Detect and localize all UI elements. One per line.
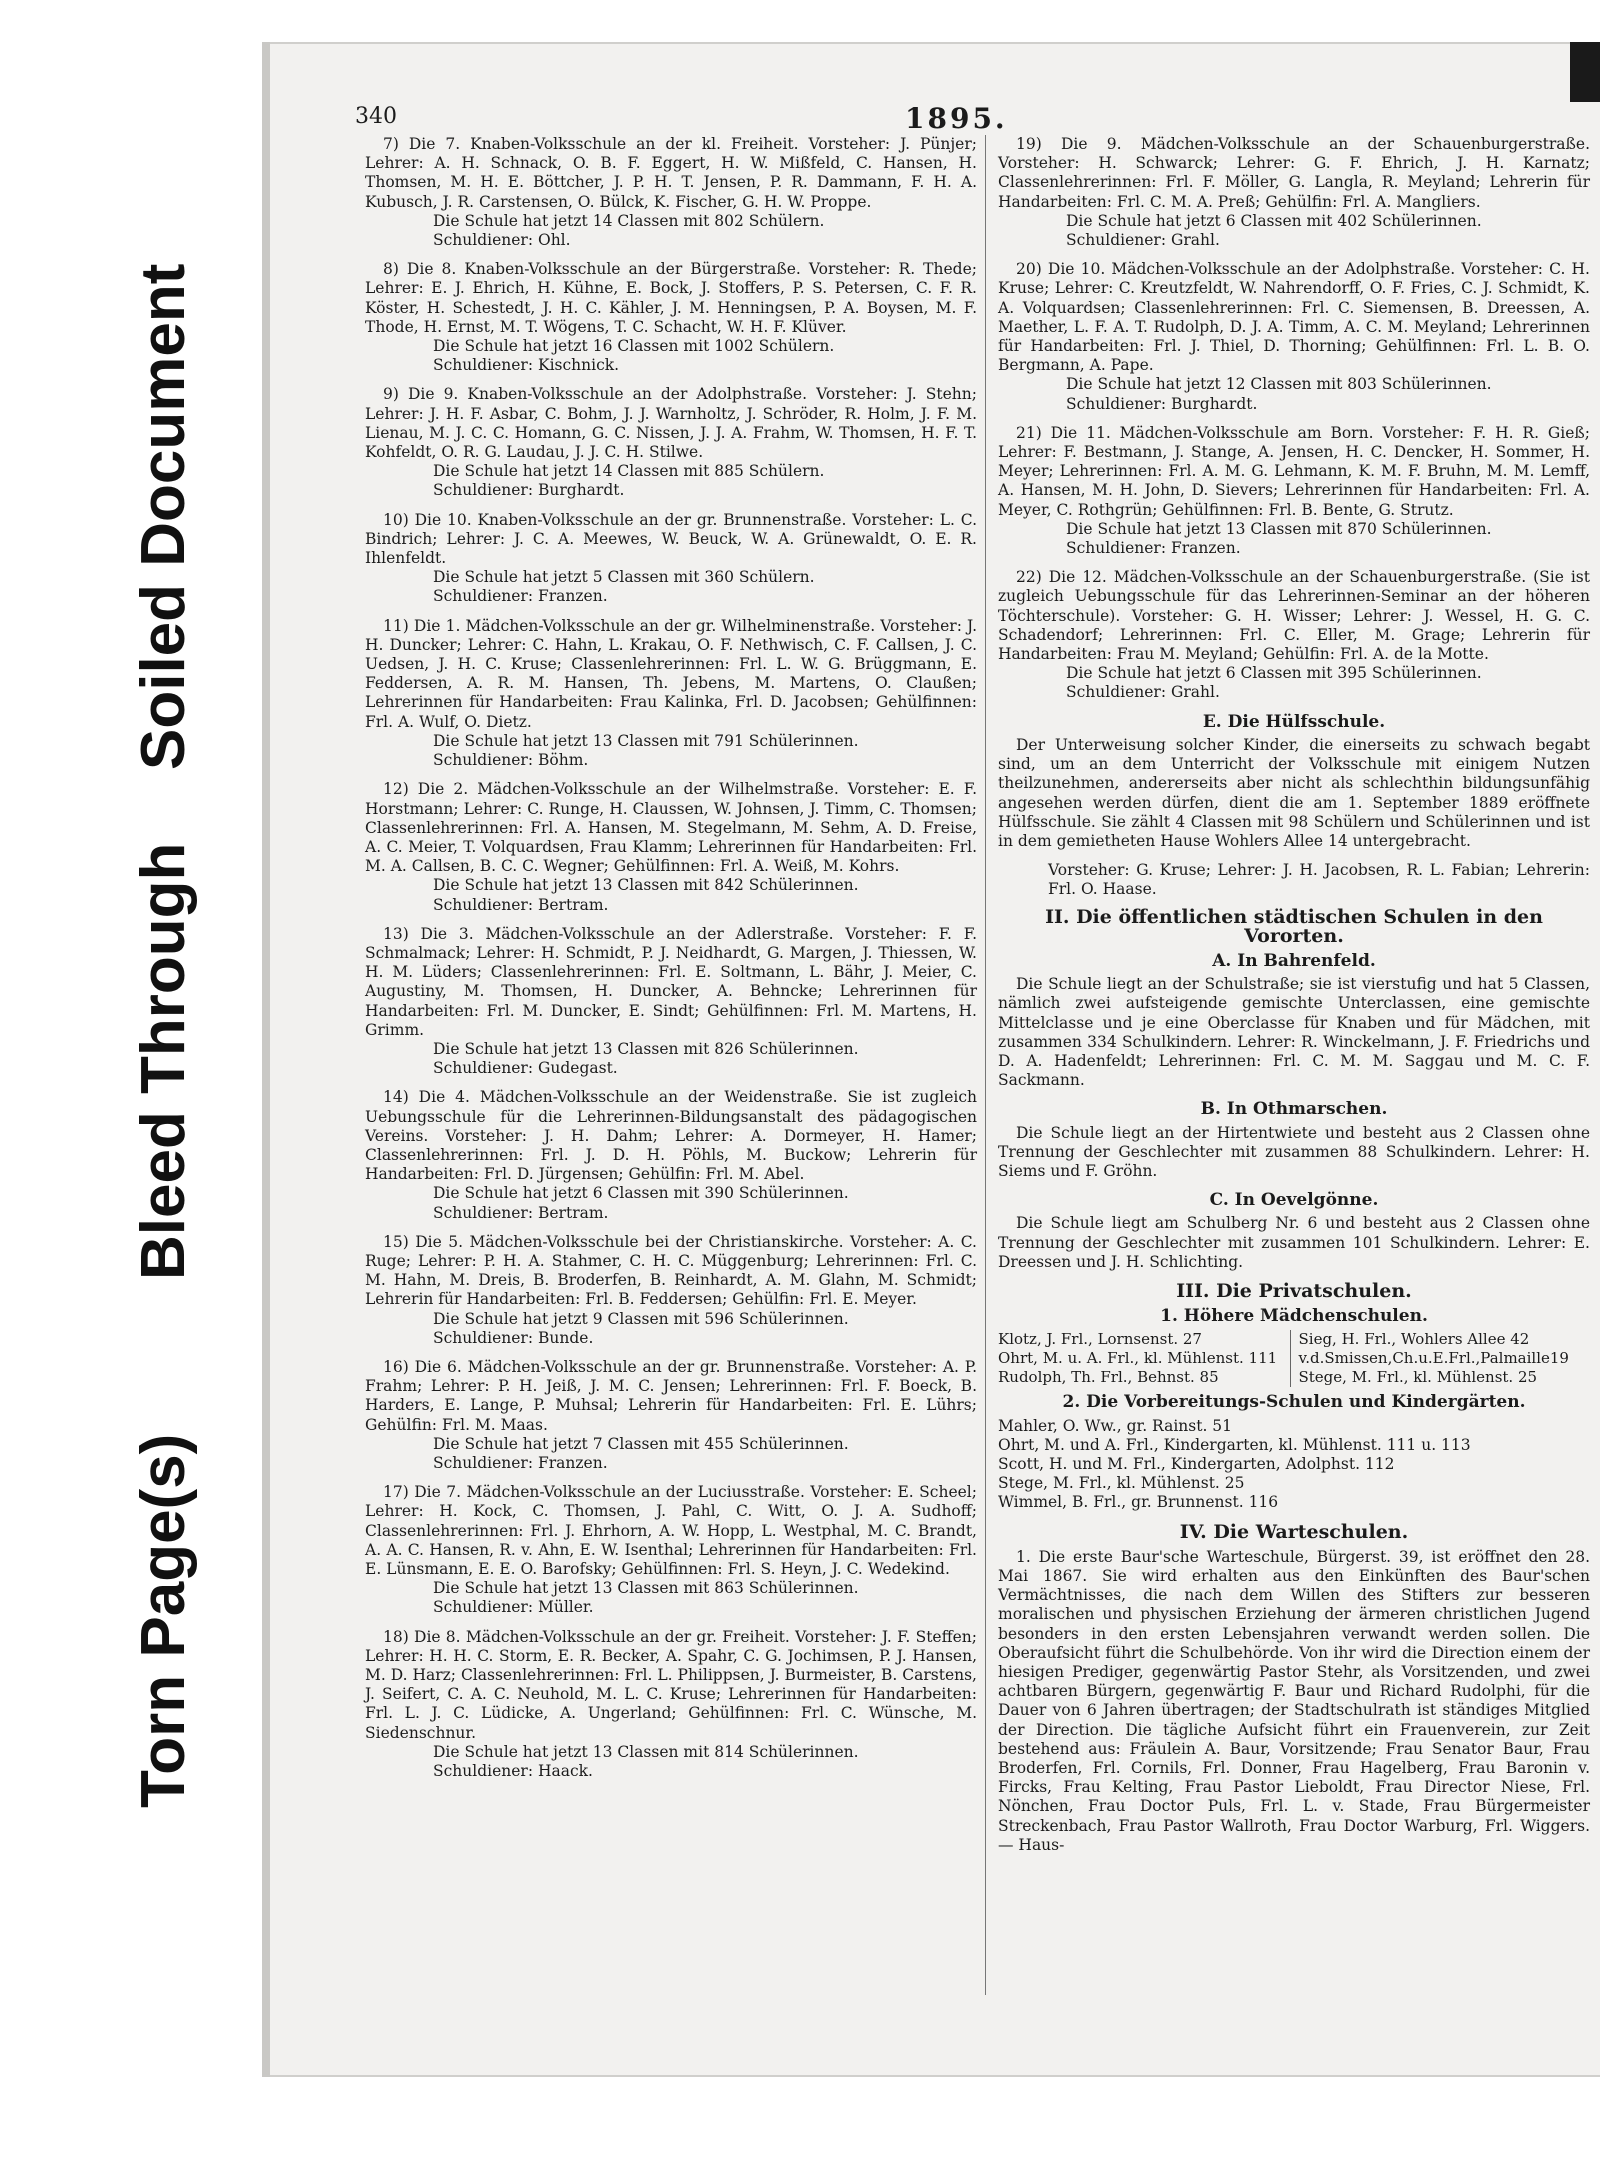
school-entry (365, 617, 977, 771)
bahrenfeld-heading: A. In Bahrenfeld. (1212, 950, 1376, 971)
right-column (998, 135, 1590, 1865)
entry-text: 20) Die 10. Mädchen-Volksschule an der Adolphstraße. Vorsteher: C. H. Kruse; Lehrer: C. Kreutzfeldt, W. Nahrendorff, O. F. Fries, C. J. Schmidt, K. A. Volquardsen; Classenlehrerinnen: Frl. C. Siemensen, B. Dreessen, A. Maether, L. F. A. T. Rudolph, D. J. A. Timm, A. C. M. Meyland; Lehrerinnen für Handarbeiten: Frl. J. Thiel, D. Thorning; Gehülfinnen: Frl. L. B. O. Bergmann, A. Pape. (998, 260, 1590, 375)
entry-classes: Die Schule hat jetzt 6 Classen mit 390 Schülerinnen. (433, 1184, 849, 1203)
hilfsschule-heading: E. Die Hülfsschule. (1202, 711, 1386, 732)
school-entry (365, 1088, 977, 1222)
entry-text: 16) Die 6. Mädchen-Volksschule an der gr. Brunnenstraße. Vorsteher: A. P. Frahm; Lehrer: P. H. Jeiß, J. M. C. Jensen; Lehrerinnen: Frl. F. Boeck, B. Harders, E. Lange, P. Muhsal; Lehrerin für Handarbeiten: Frl. E. Lührs; Gehülfin: Frl. M. Maas. (365, 1357, 977, 1434)
entry-janitor: Schuldiener: Burghardt. (433, 481, 625, 500)
warteschulen-text: 1. Die erste Baur'sche Warteschule, Bürgerst. 39, ist eröffnet den 28. Mai 1867. Sie wird erhalten aus den Einkünften des Baur'schen Vermächtnisses, die nach dem Willen des Stifters zur besseren moralischen und physischen Erziehung der ärmeren christlichen Jugend besonders in den ersten Lebensjahren verwandt werden sollen. Die Oberaufsicht führt die Schulbehörde. Von ihr wird die Direction einem der hiesigen Prediger, gegenwärtig Pastor Stehr, als Vorsitzenden, und zwei achtbaren Bürgern, gegenwärtig F. Baur und Richard Rudolphi, für die Dauer von 6 Jahren übertragen; der Stadtschulrath ist ständiges Mitglied der Direction. Die tägliche Aufsicht führt ein Frauenverein, zur Zeit bestehend aus: Fräulein A. Baur, Vorsitzende; Frau Senator Baur, Frau Broderfen, Frl. Cornils, Frl. Donner, Frau Hagelberg, Frau Baronin v. Fircks, Frau Kelting, Frau Pastor Lieboldt, Frau Director Niese, Frl. Nönchen, Frau Doctor Puls, Frl. L. v. Stade, Frau Bürgermeister Streckenbach, Frau Pastor Wallroth, Frau Doctor Warburg, Frl. Wiggers. — Haus- (998, 1547, 1590, 1854)
entry-classes: Die Schule hat jetzt 6 Classen mit 402 Schülerinnen. (1066, 211, 1482, 230)
directory-entry: Klotz, J. Frl., Lornsenst. 27 (998, 1330, 1202, 1349)
entry-classes: Die Schule hat jetzt 13 Classen mit 826 Schülerinnen. (433, 1039, 859, 1058)
entry-classes: Die Schule hat jetzt 13 Classen mit 791 Schülerinnen. (433, 731, 859, 750)
entry-janitor: Schuldiener: Bertram. (433, 895, 609, 914)
entry-classes: Die Schule hat jetzt 14 Classen mit 802 Schülern. (433, 211, 825, 230)
entry-text: 10) Die 10. Knaben-Volksschule an der gr. Brunnenstraße. Vorsteher: L. C. Bindrich; Lehrer: J. C. A. Meewes, W. Beuck, W. A. Grünewaldt, O. E. R. Ihlenfeldt. (365, 510, 977, 568)
section-ii-heading: II. Die öffentlichen städtischen Schulen in den Vororten. (1045, 905, 1543, 947)
school-directory (998, 1330, 1590, 1387)
school-entry (365, 260, 977, 375)
entry-text: 15) Die 5. Mädchen-Volksschule bei der Christianskirche. Vorsteher: A. C. Ruge; Lehrer: P. H. A. Stahmer, C. H. C. Müggenburg; Lehrerinnen: Frl. C. M. Hahn, M. Dreis, B. Broderfen, B. Reinhardt, A. M. Glahn, M. Schmidt; Lehrerin für Handarbeiten: Frl. B. Feddersen; Gehülfin: Frl. E. Meyer. (365, 1232, 977, 1309)
oevelgoenne-heading: C. In Oevelgönne. (1209, 1190, 1379, 1211)
page-edge (262, 42, 270, 2077)
entry-janitor: Schuldiener: Gudegast. (433, 1059, 618, 1078)
entry-janitor: Schuldiener: Ohl. (433, 231, 571, 250)
entry-janitor: Schuldiener: Franzen. (433, 587, 608, 606)
bahrenfeld-text: Die Schule liegt an der Schulstraße; sie ist vierstufig und hat 5 Classen, nämlich zwei aufsteigende gemischte Unterclassen, eine gemischte Mittelclasse und je eine Oberclasse für Knaben und für Mädchen, mit zusammen 334 Schulkindern. Lehrer: R. Winckelmann, J. F. Friedrichs und D. A. Hadenfeldt; Lehrerinnen: Frl. C. M. M. Saggau und M. C. F. Sackmann. (998, 975, 1590, 1090)
section-iii-heading: III. Die Privatschulen. (1176, 1279, 1412, 1302)
entry-classes: Die Schule hat jetzt 16 Classen mit 1002 Schülern. (433, 337, 835, 356)
soiled-document-label: Soiled Document (129, 263, 198, 770)
entry-classes: Die Schule hat jetzt 13 Classen mit 863 Schülerinnen. (433, 1579, 859, 1598)
entry-text: 13) Die 3. Mädchen-Volksschule an der Adlerstraße. Vorsteher: F. F. Schmalmack; Lehrer: H. Schmidt, P. J. Neidhardt, G. Margen, J. Thiessen, W. H. M. Lüders; Classenlehrerinnen: Frl. E. Soltmann, L. Bähr, J. Meier, C. Augustiny, M. Thomsen, H. Duncker, A. Behncke; Lehrerinnen für Handarbeiten: Frl. M. Duncker, E. Sindt; Gehülfinnen: Frl. M. Martens, H. Grimm. (365, 924, 977, 1039)
entry-text: 11) Die 1. Mädchen-Volksschule an der gr. Wilhelminenstraße. Vorsteher: J. H. Duncker; Lehrer: C. Hahn, L. Krakau, O. F. Nethwisch, C. F. Callsen, J. C. Uedsen, J. H. C. Kruse; Classenlehrerinnen: Frl. L. W. G. Brüggmann, E. Feddersen, A. R. M. Hansen, Th. Jebens, M. Martens, O. Claußen; Lehrerinnen für Handarbeiten: Frau Kalinka, Frl. D. Jacobsen; Gehülfinnen: Frl. A. Wulf, O. Dietz. (365, 616, 977, 731)
school-entry (998, 260, 1590, 414)
school-entry (365, 1233, 977, 1348)
entry-janitor: Schuldiener: Bunde. (433, 1328, 594, 1347)
entry-classes: Die Schule hat jetzt 13 Classen mit 814 Schülerinnen. (433, 1742, 859, 1761)
othmarschen-text: Die Schule liegt an der Hirtentwiete und besteht aus 2 Classen ohne Trennung der Geschlechter mit zusammen 88 Schulkindern. Lehrer: H. Siems und F. Gröhn. (998, 1123, 1590, 1180)
school-entry (365, 780, 977, 914)
school-entry (365, 925, 977, 1079)
directory-entry: Rudolph, Th. Frl., Behnst. 85 (998, 1368, 1219, 1387)
entry-janitor: Schuldiener: Franzen. (433, 1454, 608, 1472)
school-entry (365, 1358, 977, 1473)
school-entry (998, 135, 1590, 250)
directory-entry: Sieg, H. Frl., Wohlers Allee 42 (1298, 1330, 1530, 1349)
entry-janitor: Schuldiener: Müller. (433, 1598, 594, 1617)
entry-text: 14) Die 4. Mädchen-Volksschule an der Weidenstraße. Sie ist zugleich Uebungsschule für die Lehrerinnen-Bildungsanstalt des pädagogischen Vereins. Vorsteher: J. H. Dahm; Lehrer: A. Dormeyer, H. Hamer; Classenlehrerinnen: Frl. J. D. H. Pöhls, M. Buckow; Lehrerin für Handarbeiten: Frl. D. Jürgensen; Gehülfin: Frl. M. Abel. (365, 1088, 977, 1184)
entry-janitor: Schuldiener: Bertram. (433, 1203, 609, 1222)
entry-janitor: Schuldiener: Kischnick. (433, 356, 620, 375)
entry-janitor: Schuldiener: Grahl. (1066, 683, 1220, 702)
directory-entry: Scott, H. und M. Frl., Kindergarten, Adolphst. 112 (998, 1454, 1395, 1473)
entry-classes: Die Schule hat jetzt 12 Classen mit 803 Schülerinnen. (1066, 375, 1492, 394)
hoehere-maedchenschulen-heading: 1. Höhere Mädchenschulen. (1160, 1306, 1428, 1327)
entry-text: 19) Die 9. Mädchen-Volksschule an der Schauenburgerstraße. Vorsteher: H. Schwarck; Lehrer: G. F. Ehrich, J. H. Karnatz; Classenlehrerinnen: Frl. F. Möller, G. Langla, R. Meyland; Lehrerin für Handarbeiten: Frl. C. M. A. Preß; Gehülfin: Frl. A. Mangliers. (998, 135, 1590, 211)
school-entry (998, 568, 1590, 702)
entry-text: 18) Die 8. Mädchen-Volksschule an der gr. Freiheit. Vorsteher: J. F. Steffen; Lehrer: H. H. C. Storm, E. R. Becker, A. Spahr, C. G. Jochimsen, P. J. Hansen, M. D. Harz; Classenlehrerinnen: Frl. L. Philippsen, J. Burmeister, B. Carstens, J. Seifert, C. A. C. Neuhold, M. L. C. Kruse; Lehrerinnen für Handarbeiten: Frl. L. J. C. Lüdicke, A. Ungerland; Gehülfinnen: Frl. C. Wünsche, M. Siedenschnur. (365, 1627, 977, 1742)
entry-janitor: Schuldiener: Franzen. (1066, 539, 1241, 558)
scan-corner-mark (1570, 42, 1600, 102)
entry-classes: Die Schule hat jetzt 13 Classen mit 842 Schülerinnen. (433, 876, 859, 895)
directory-entry: v.d.Smissen,Ch.u.E.Frl.,Palmaille19 (1298, 1349, 1569, 1368)
left-column (365, 135, 977, 1791)
page-number: 340 (355, 104, 397, 129)
torn-pages-label: Torn Page(s) (129, 1433, 198, 1808)
school-entry (365, 1483, 977, 1617)
year-heading: 1895. (905, 102, 1008, 135)
directory-entry: Stege, M. Frl., kl. Mühlenst. 25 (1298, 1368, 1538, 1387)
entry-classes: Die Schule hat jetzt 9 Classen mit 596 Schülerinnen. (433, 1309, 849, 1328)
column-divider (985, 135, 986, 1995)
entry-janitor: Schuldiener: Burghardt. (1066, 394, 1258, 413)
directory-entry: Wimmel, B. Frl., gr. Brunnenst. 116 (998, 1493, 1279, 1512)
oevelgoenne-text: Die Schule liegt am Schulberg Nr. 6 und besteht aus 2 Classen ohne Trennung der Geschlechter mit zusammen 101 Schulkindern. Lehrer: E. Dreessen und J. H. Schlichting. (998, 1214, 1590, 1271)
directory-entry: Mahler, O. Ww., gr. Rainst. 51 (998, 1416, 1233, 1435)
directory-entry: Stege, M. Frl., kl. Mühlenst. 25 (998, 1474, 1245, 1493)
entry-text: 8) Die 8. Knaben-Volksschule an der Bürgerstraße. Vorsteher: R. Thede; Lehrer: E. J. Ehrich, H. Kühne, E. Bock, J. Stoffers, P. S. Petersen, C. F. R. Köster, H. Schestedt, J. H. C. Kähler, J. M. Henningsen, P. A. Boysen, M. F. Thode, H. Ernst, M. T. Wögens, T. C. Schacht, W. H. F. Klüver. (365, 260, 977, 336)
entry-text: 9) Die 9. Knaben-Volksschule an der Adolphstraße. Vorsteher: J. Stehn; Lehrer: J. H. F. Asbar, C. Bohm, J. J. Warnholtz, J. Schröder, R. Holm, J. F. M. Lienau, M. J. C. C. Homann, G. C. Nissen, J. J. A. Frahm, W. Thomsen, H. F. T. Kohfeldt, O. R. G. Laudau, J. J. C. H. Stilwe. (365, 385, 977, 462)
entry-classes: Die Schule hat jetzt 13 Classen mit 870 Schülerinnen. (1066, 519, 1492, 538)
hilfsschule-text: Der Unterweisung solcher Kinder, die einerseits zu schwach begabt sind, um an dem Unterricht der Volksschule mit einigem Nutzen theilzunehmen, andererseits aber nicht als schlechthin bildungsunfähig angesehen werden dürfen, dient die am 1. September 1889 eröffnete Hülfsschule. Sie zählt 4 Classen mit 98 Schülern und Schülerinnen und ist in dem gemietheten Hause Wohlers Allee 14 untergebracht. (998, 735, 1590, 850)
directory-right (1290, 1330, 1591, 1387)
bleed-through-label: Bleed Through (129, 842, 198, 1280)
entry-classes: Die Schule hat jetzt 7 Classen mit 455 Schülerinnen. (433, 1434, 849, 1453)
entry-classes: Die Schule hat jetzt 5 Classen mit 360 Schülern. (433, 568, 815, 587)
entry-text: 17) Die 7. Mädchen-Volksschule an der Luciusstraße. Vorsteher: E. Scheel; Lehrer: H. Kock, C. Thomsen, J. Pahl, C. Witt, O. J. A. Sudhoff; Classenlehrerinnen: Frl. J. Ehrhorn, A. W. Hopp, L. Westphal, M. C. Brandt, A. A. C. Hansen, R. v. Ahn, E. W. Isenthal; Lehrerinnen für Handarbeiten: Frl. E. Lünsmann, E. E. O. Barofsky; Gehülfinnen: Frl. S. Heyn, J. C. Wedekind. (365, 1483, 977, 1579)
vorbereitungsschulen-heading: 2. Die Vorbereitungs-Schulen und Kindergärten. (1062, 1392, 1526, 1413)
entry-text: 12) Die 2. Mädchen-Volksschule an der Wilhelmstraße. Vorsteher: E. F. Horstmann; Lehrer: C. Runge, H. Claussen, W. Johnsen, J. Timm, C. Thomsen; Classenlehrerinnen: Frl. A. Hansen, M. Stegelmann, M. Sehm, A. D. Freise, A. C. Meier, T. Volquardsen, Frau Klamm; Lehrerinnen für Handarbeiten: Frl. M. A. Callsen, B. C. C. Wegner; Gehülfinnen: Frl. A. Weiß, M. Kohrs. (365, 780, 977, 876)
school-entry (365, 511, 977, 607)
school-entry (998, 424, 1590, 558)
directory-left (998, 1330, 1290, 1387)
entry-text: 21) Die 11. Mädchen-Volksschule am Born. Vorsteher: F. H. R. Gieß; Lehrer: F. Bestmann, J. Stange, A. Jensen, H. C. Dencker, H. Sommer, H. Meyer; Lehrerinnen: Frl. A. M. G. Lehmann, K. M. F. Bruhn, M. M. Lemff, A. Hansen, M. H. John, D. Sievers; Lehrerinnen für Handarbeiten: Frl. A. Meyer, C. Rothgrün; Gehülfinnen: Frl. B. Bente, G. Strutz. (998, 423, 1590, 519)
school-entry (365, 385, 977, 500)
directory-entry: Ohrt, M. u. A. Frl., kl. Mühlenst. 111 (998, 1349, 1278, 1368)
directory-entry: Ohrt, M. und A. Frl., Kindergarten, kl. Mühlenst. 111 u. 113 (998, 1435, 1471, 1454)
entry-janitor: Schuldiener: Haack. (433, 1762, 593, 1781)
school-entry (365, 1628, 977, 1782)
entry-text: 7) Die 7. Knaben-Volksschule an der kl. Freiheit. Vorsteher: J. Pünjer; Lehrer: A. H. Schnack, O. B. F. Eggert, H. W. Mißfeld, C. Hansen, H. Thomsen, M. H. E. Böttcher, J. P. H. T. Jensen, P. R. Dammann, F. H. A. Kubusch, J. R. Carstensen, O. Bülck, K. Fischer, G. H. W. Proppe. (365, 135, 977, 211)
entry-text: 22) Die 12. Mädchen-Volksschule an der Schauenburgerstraße. (Sie ist zugleich Uebungsschule für das Lehrerinnen-Seminar an der höheren Töchterschule). Vorsteher: G. H. Wisser; Lehrer: J. Wessel, H. G. C. Schadendorf; Lehrerinnen: Frl. C. Eller, M. Grage; Lehrerin für Handarbeiten: Frau M. Meyland; Gehülfin: Frl. A. de la Motte. (998, 568, 1590, 664)
othmarschen-heading: B. In Othmarschen. (1200, 1099, 1388, 1120)
entry-janitor: Schuldiener: Grahl. (1066, 231, 1220, 250)
hilfsschule-staff: Vorsteher: G. Kruse; Lehrer: J. H. Jacobsen, R. L. Fabian; Lehrerin: Frl. O. Haase. (1048, 861, 1590, 899)
entry-classes: Die Schule hat jetzt 6 Classen mit 395 Schülerinnen. (1066, 664, 1482, 683)
school-entry (365, 135, 977, 250)
section-iv-heading: IV. Die Warteschulen. (1179, 1520, 1409, 1543)
entry-classes: Die Schule hat jetzt 14 Classen mit 885 Schülern. (433, 462, 825, 481)
entry-janitor: Schuldiener: Böhm. (433, 751, 589, 770)
kindergarten-list (998, 1417, 1590, 1513)
